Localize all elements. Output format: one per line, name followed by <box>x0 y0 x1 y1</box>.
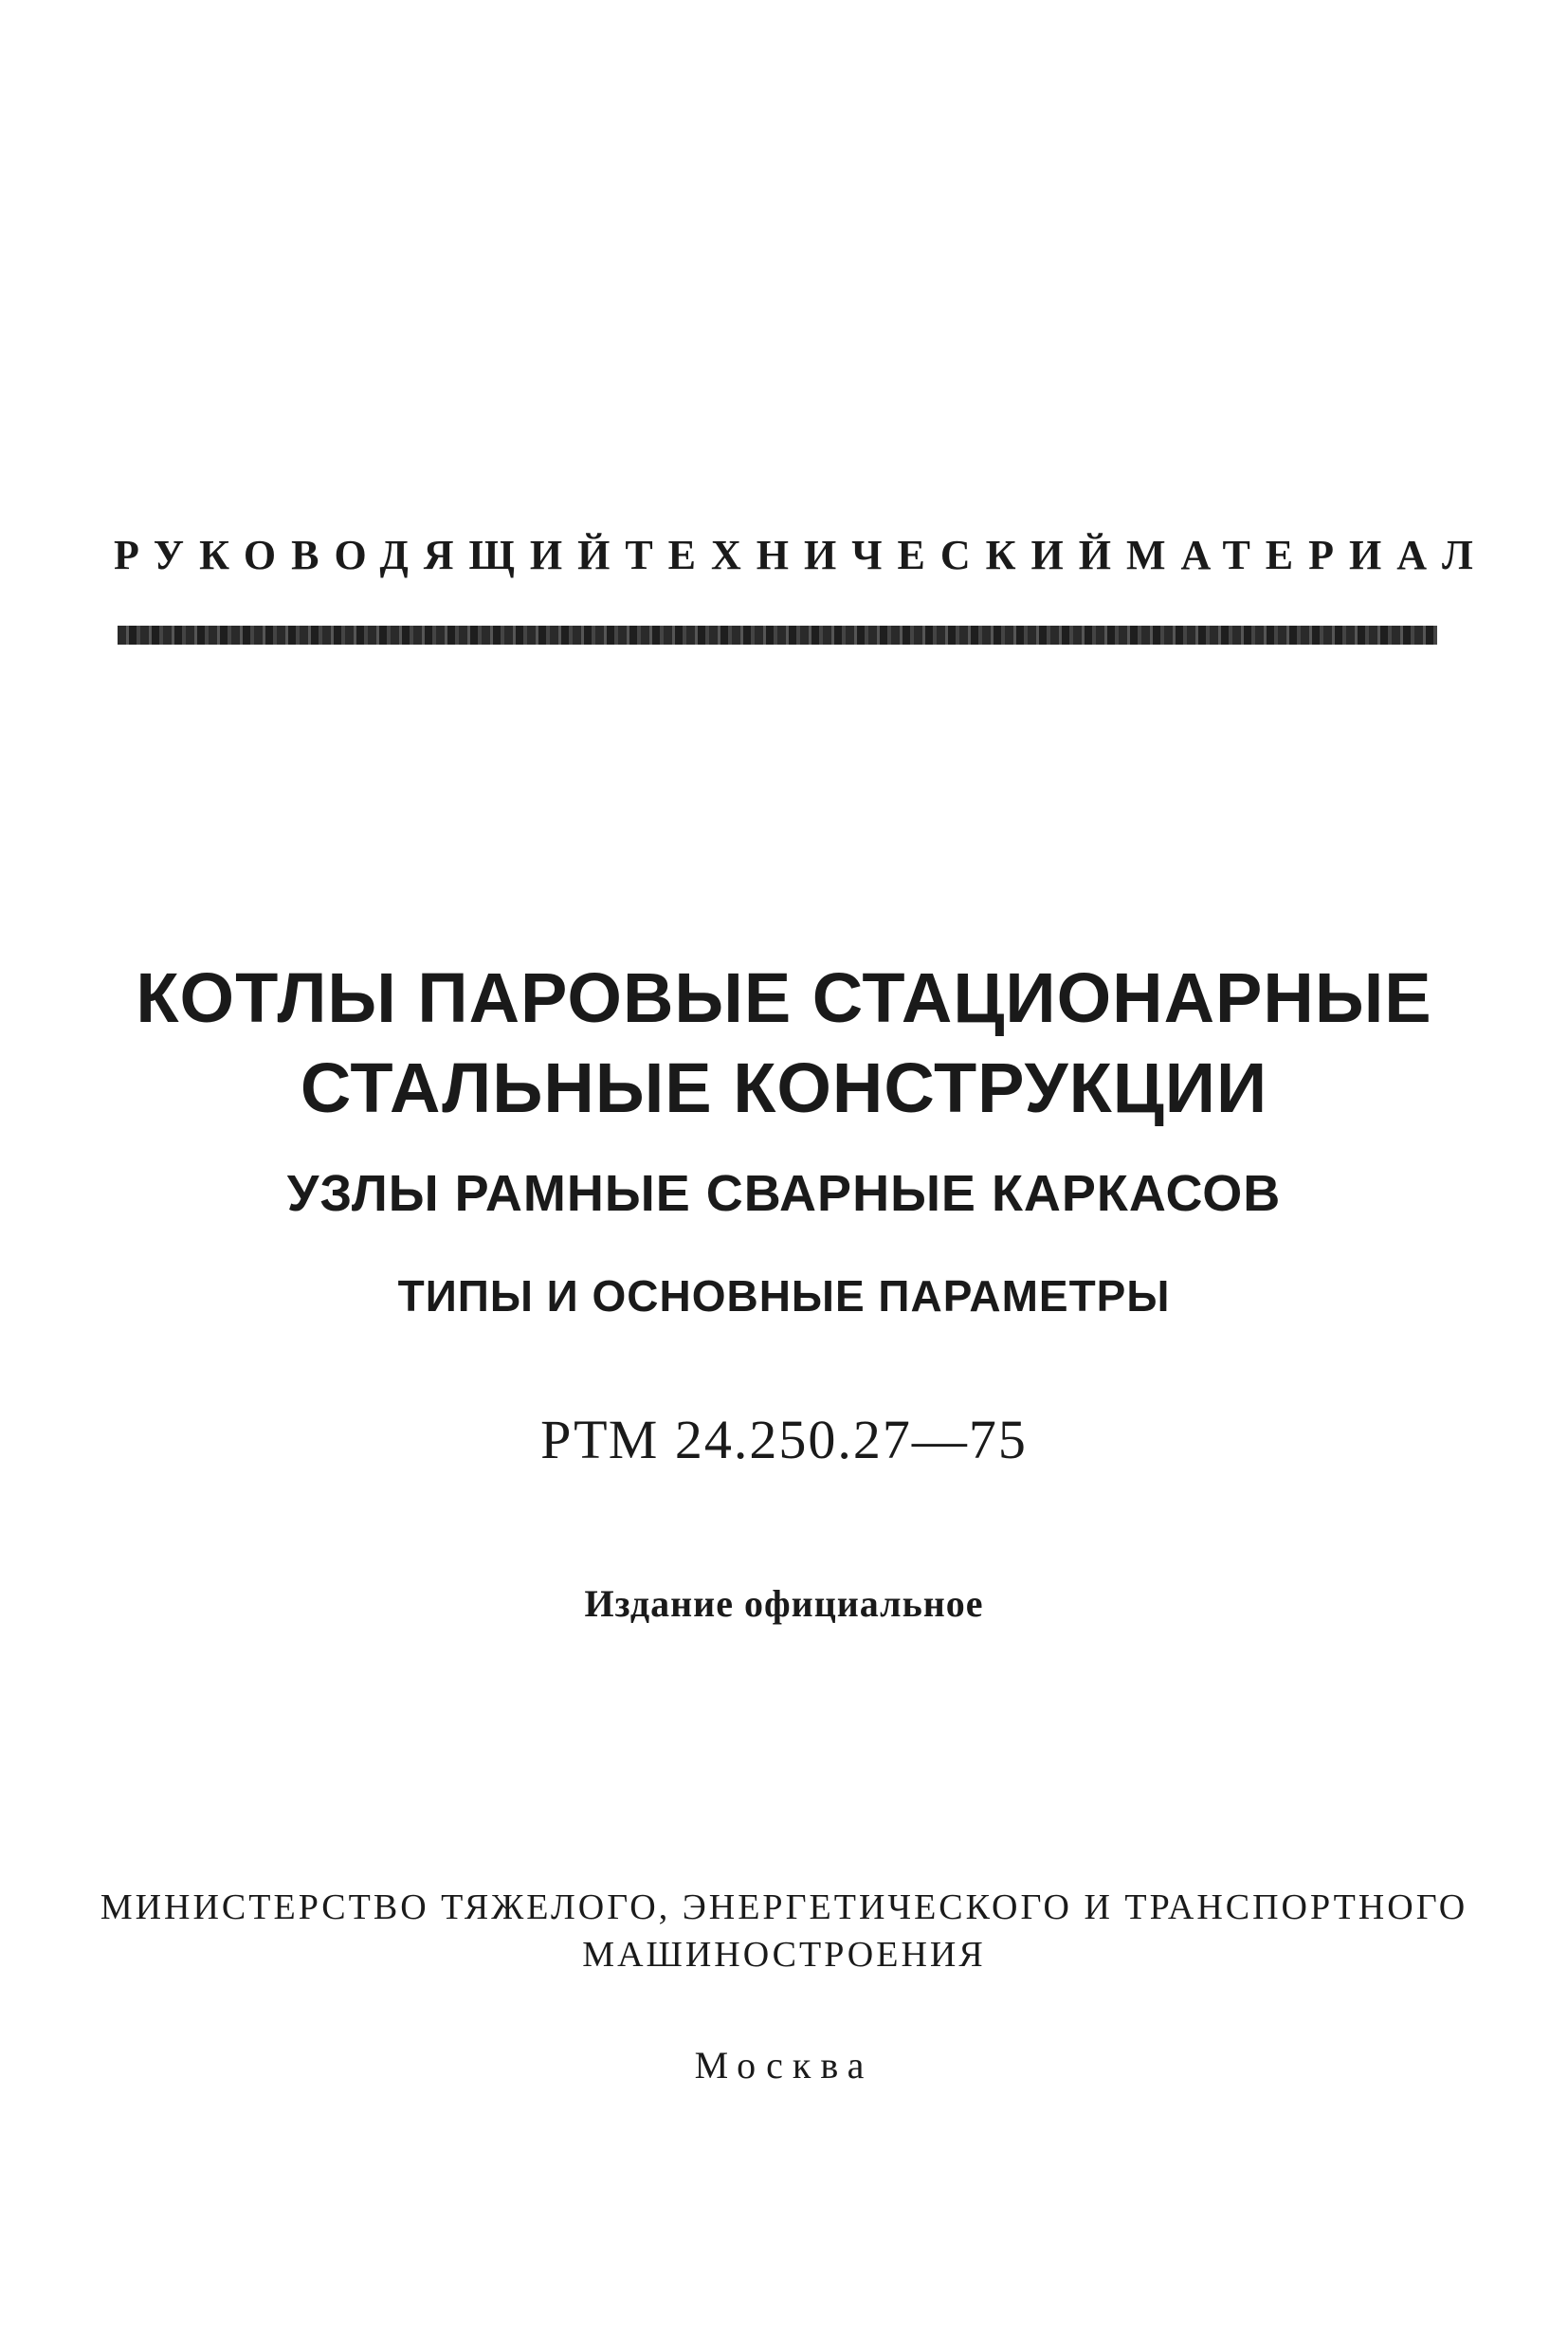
series-word-2: ТЕХНИЧЕСКИЙ <box>625 532 1126 578</box>
publisher-line-2: МАШИНОСТРОЕНИЯ <box>582 1935 986 1975</box>
subtitle-types-line: ТИПЫ И ОСНОВНЫЕ ПАРАМЕТРЫ <box>397 1271 1171 1321</box>
subtitle-line: УЗЛЫ РАМНЫЕ СВАРНЫЕ КАРКАСОВ <box>286 1165 1282 1222</box>
publisher-line-1: МИНИСТЕРСТВО ТЯЖЕЛОГО, ЭНЕРГЕТИЧЕСКОГО И ТРАНСПОРТНОГО <box>100 1887 1468 1927</box>
series-word-1: РУКОВОДЯЩИЙ <box>114 532 626 578</box>
title-line-2: СТАЛЬНЫЕ КОНСТРУКЦИИ <box>300 1048 1268 1127</box>
document-designation: РТМ 24.250.27—75 <box>540 1409 1028 1470</box>
header-rule <box>118 626 1437 645</box>
edition-note: Издание официальное <box>584 1582 984 1625</box>
title-line-1: КОТЛЫ ПАРОВЫЕ СТАЦИОНАРНЫЕ <box>136 958 1432 1037</box>
publication-city: Москва <box>694 2044 874 2087</box>
series-word-3: МАТЕРИАЛ <box>1126 532 1488 578</box>
series-header <box>114 531 1488 579</box>
